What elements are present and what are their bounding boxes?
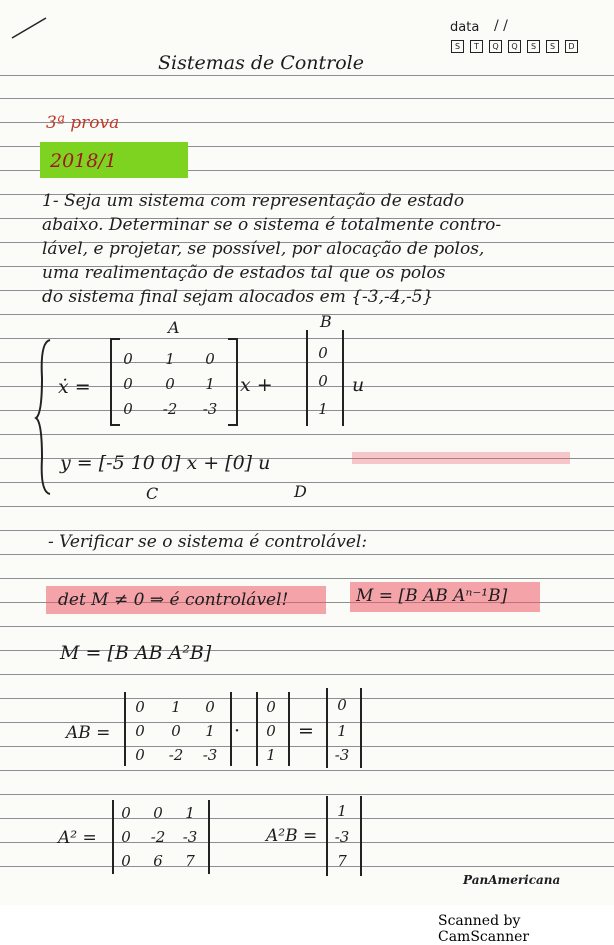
matrix-cell: 0 [135, 722, 145, 740]
matrix-cell: -3 [202, 400, 218, 418]
matrix-cell: 7 [337, 852, 347, 870]
output-equation: y = [-5 10 0] x + [0] u [60, 452, 271, 474]
problem-line: abaixo. Determinar se o sistema é totalmente contro- [42, 215, 502, 235]
xdot-label: ẋ = [58, 376, 91, 398]
m-definition: M = [B AB Aⁿ⁻¹B] [356, 586, 508, 606]
weekday-box: D [565, 40, 578, 53]
matrix-cell: 0 [153, 804, 163, 822]
exam-label: 3ª prova [46, 113, 120, 133]
matrix-c-label: C [146, 484, 159, 503]
matrix-cell: 1 [318, 400, 328, 418]
matrix-cell: 1 [165, 350, 175, 368]
ruled-line [0, 698, 614, 699]
date-label: data [450, 20, 480, 35]
matrix-cell: -2 [168, 746, 184, 764]
ruled-line [0, 818, 614, 819]
weekday-box: Q [489, 40, 502, 53]
matrix-a-label: A [168, 318, 180, 337]
matrix-d-label: D [294, 482, 307, 501]
dot-operator: · [234, 720, 241, 742]
ruled-line [0, 866, 614, 867]
ruled-line [0, 506, 614, 507]
matrix-cell: 0 [171, 722, 181, 740]
ruled-line [0, 578, 614, 579]
matrix-cell: -3 [334, 746, 350, 764]
matrix-cell: 1 [171, 698, 181, 716]
matrix-cell: 0 [121, 828, 131, 846]
matrix-cell: -3 [202, 746, 218, 764]
ruled-line [0, 530, 614, 531]
matrix-cell: 1 [337, 802, 347, 820]
matrix-cell: 1 [266, 746, 276, 764]
matrix-cell: -3 [334, 828, 350, 846]
weekday-box: S [546, 40, 559, 53]
equals-sign: = [298, 720, 314, 742]
ruled-line [0, 674, 614, 675]
matrix-cell: 0 [337, 696, 347, 714]
matrix-cell: 7 [185, 852, 195, 870]
m-case: M = [B AB A²B] [60, 642, 212, 664]
controllability-heading: - Verificar se o sistema é controlável: [48, 532, 368, 552]
problem-line: do sistema final sejam alocados em {-3,-4,-5} [42, 287, 434, 307]
matrix-cell: 1 [185, 804, 195, 822]
date-slashes: / / [494, 18, 508, 34]
matrix-cell: 0 [205, 350, 215, 368]
problem-line: 1- Seja um sistema com representação de estado [42, 191, 465, 211]
problem-line: uma realimentação de estados tal que os polos [42, 263, 446, 283]
matrix-cell: 1 [337, 722, 347, 740]
matrix-cell: -2 [150, 828, 166, 846]
matrix-cell: 0 [123, 375, 133, 393]
matrix-cell: 0 [318, 372, 328, 390]
matrix-cell: 0 [266, 722, 276, 740]
exam-tag: 2018/1 [50, 150, 117, 172]
a2-label: A² = [58, 828, 97, 848]
matrix-cell: 1 [205, 375, 215, 393]
ruled-line [0, 314, 614, 315]
matrix-cell: 0 [123, 400, 133, 418]
ruled-line [0, 75, 614, 76]
ruled-line [0, 770, 614, 771]
weekday-box: S [451, 40, 464, 53]
ruled-line [0, 98, 614, 99]
notebook-brand: PanAmericana [463, 873, 561, 887]
page-title: Sistemas de Controle [158, 52, 364, 74]
matrix-cell: 0 [165, 375, 175, 393]
matrix-cell: 0 [135, 746, 145, 764]
matrix-cell: 0 [135, 698, 145, 716]
matrix-cell: 0 [123, 350, 133, 368]
matrix-cell: -3 [182, 828, 198, 846]
ab-label: AB = [66, 723, 111, 743]
weekday-box: T [470, 40, 483, 53]
matrix-cell: 6 [153, 852, 163, 870]
ruled-line [0, 434, 614, 435]
matrix-cell: 0 [121, 804, 131, 822]
matrix-cell: 0 [318, 344, 328, 362]
ruled-line [0, 554, 614, 555]
scanner-footer: Scanned by CamScanner [438, 913, 530, 945]
matrix-b-label: B [320, 312, 332, 331]
highlight-mark [352, 452, 570, 464]
matrix-cell: -2 [162, 400, 178, 418]
ruled-line [0, 746, 614, 747]
a2b-label: A²B = [266, 826, 318, 846]
plus-x-label: x + [240, 374, 273, 396]
matrix-cell: 1 [205, 722, 215, 740]
problem-line: lável, e projetar, se possível, por alocação de polos, [42, 239, 485, 259]
system-brace-icon [34, 338, 54, 496]
u-label: u [352, 374, 365, 396]
ruled-line [0, 626, 614, 627]
matrix-cell: 0 [121, 852, 131, 870]
ruled-line [0, 482, 614, 483]
matrix-cell: 0 [205, 698, 215, 716]
matrix-cell: 0 [266, 698, 276, 716]
weekday-box: Q [508, 40, 521, 53]
pen-stroke-icon [10, 14, 50, 40]
weekday-box: S [527, 40, 540, 53]
controllability-condition: det M ≠ 0 ⇒ é controlável! [58, 590, 289, 610]
ruled-line [0, 794, 614, 795]
